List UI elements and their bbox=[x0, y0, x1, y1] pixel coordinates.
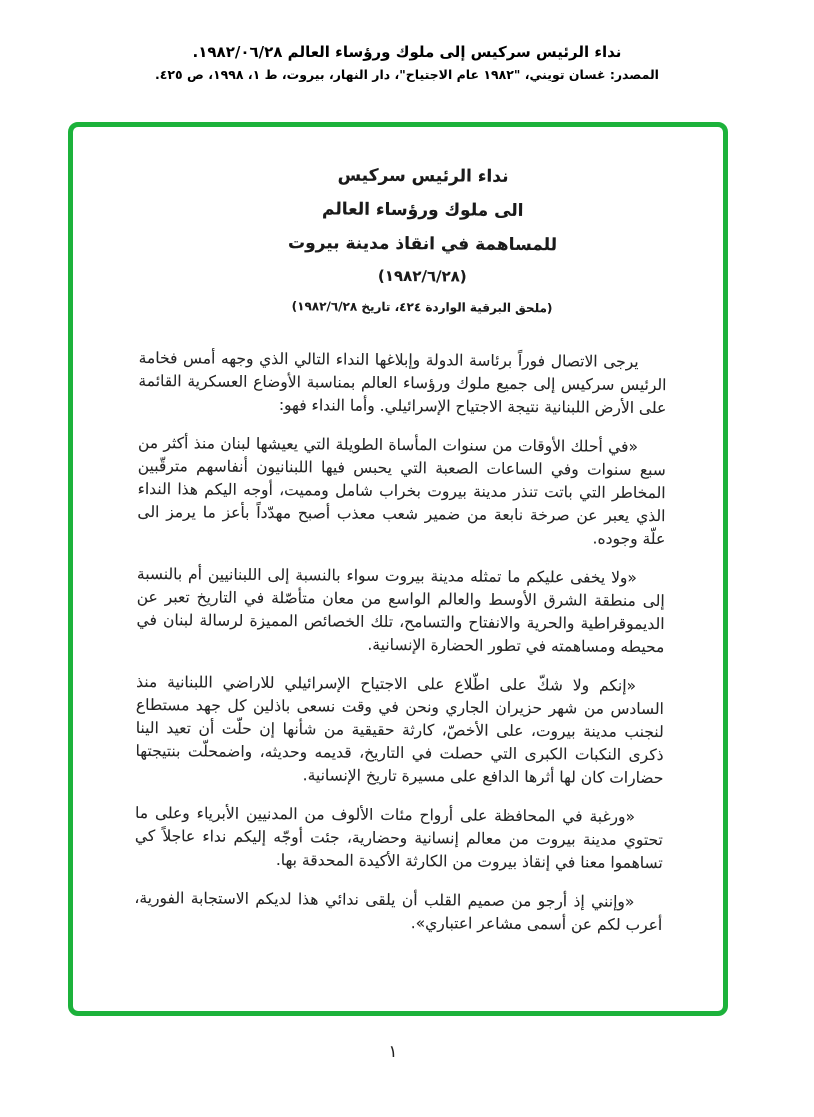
paragraph-closing: «وإنني إذ أرجو من صميم القلب أن يلقى ندائي هذا لديكم الاستجابة الفورية، أعرب لكم عن أسمى مشاعر اعتباري». bbox=[134, 888, 663, 935]
scan-content bbox=[70, 124, 727, 1013]
paragraph-1: «في أحلك الأوقات من سنوات المأساة الطويلة التي يعيشها لبنان منذ أكثر من سبع سنوات وفي الساعات الصعبة التي يحبس فيها اللبنانيون أنفاسهم مترقّبين المخاطر التي باتت تنذر مدينة بيروت بخراب شامل ومميت، أوجه اليكم هذا النداء الذي يعبر عن صرخة نابعة من ضمير شعب معذب أصبح مهدّداً بأعز ما يرمز الى علّة وجوده. bbox=[137, 433, 666, 549]
title-line-3: للمساهمة في انقاذ مدينة بيروت bbox=[287, 233, 558, 256]
document-title-block bbox=[75, 156, 726, 322]
document-title-annotation: نداء الرئيس سركيس إلى ملوك ورؤساء العالم ١٩٨٢/٠٦/٢٨. bbox=[192, 43, 622, 61]
title-date: (١٩٨٢/٦/٢٨) bbox=[377, 266, 467, 286]
title-line-1: نداء الرئيس سركيس bbox=[337, 165, 509, 187]
title-line-2: الى ملوك ورؤساء العالم bbox=[321, 199, 524, 221]
green-highlight-frame bbox=[68, 122, 728, 1016]
document-body bbox=[134, 347, 667, 953]
paragraph-preamble: يرجى الاتصال فوراً برئاسة الدولة وإبلاغها النداء التالي الذي وجهه أمس فخامة الرئيس سركيس إلى جميع ملوك ورؤساء العالم بمناسبة الأوضاع العسكرية القائمة على الأرض اللبنانية نتيجة الاجتياح الإسرائيلي. وأما النداء فهو: bbox=[138, 348, 667, 418]
title-telegram-note: (ملحق البرقية الواردة ٤٢٤، تاريخ ١٩٨٢/٦/٢٨) bbox=[291, 299, 553, 316]
paragraph-2: «ولا يخفى عليكم ما تمثله مدينة بيروت سواء بالنسبة إلى اللبنانيين أم بالنسبة إلى منطقة الشرق الأوسط والعالم الواسع من معان متأصّلة في التاريخ تعبر عن الديموقراطية والحرية والانفتاح والتسامح، تلك الخصائص المميزة لرسالة لبنان في محيطه ومساهمته في تطور الحضارة الإنسانية. bbox=[136, 564, 665, 657]
source-citation: المصدر: غسان تويني، "١٩٨٢ عام الاجتياح"، دار النهار، بيروت، ط ١، ١٩٩٨، ص ٤٢٥. bbox=[155, 67, 659, 82]
page-number: ١ bbox=[388, 1042, 398, 1062]
annotation-header bbox=[0, 40, 814, 86]
paragraph-3: «إنكم ولا شكّ على اطّلاع على الاجتياح الإسرائيلي للاراضي اللبنانية منذ السادس من شهر حزيران الجاري ونحن في وقت نسعى باذلين كل جهد مستطاع لنجنب مدينة بيروت، على الأخصّ، كارثة حقيقية من شأنها إن حلّت أن تعيد الينا ذكرى النكبات الكبرى التي حصلت في التاريخ، قديمه وحديثه، واضمحلّت بنتيجتها حضارات كان لها أثرها الدافع على مسيرة تاريخ الإنسانية. bbox=[135, 672, 664, 788]
paragraph-4: «ورغبة في المحافظة على أرواح مئات الألوف من المدنيين الأبرياء وعلى ما تحتوي مدينة بيروت من معالم إنسانية وحضارية، جئت أوجّه إليكم نداء عاجلاً كي تساهموا معنا في إنقاذ بيروت من الكارثة الأكيدة المحدقة بها. bbox=[134, 803, 663, 873]
